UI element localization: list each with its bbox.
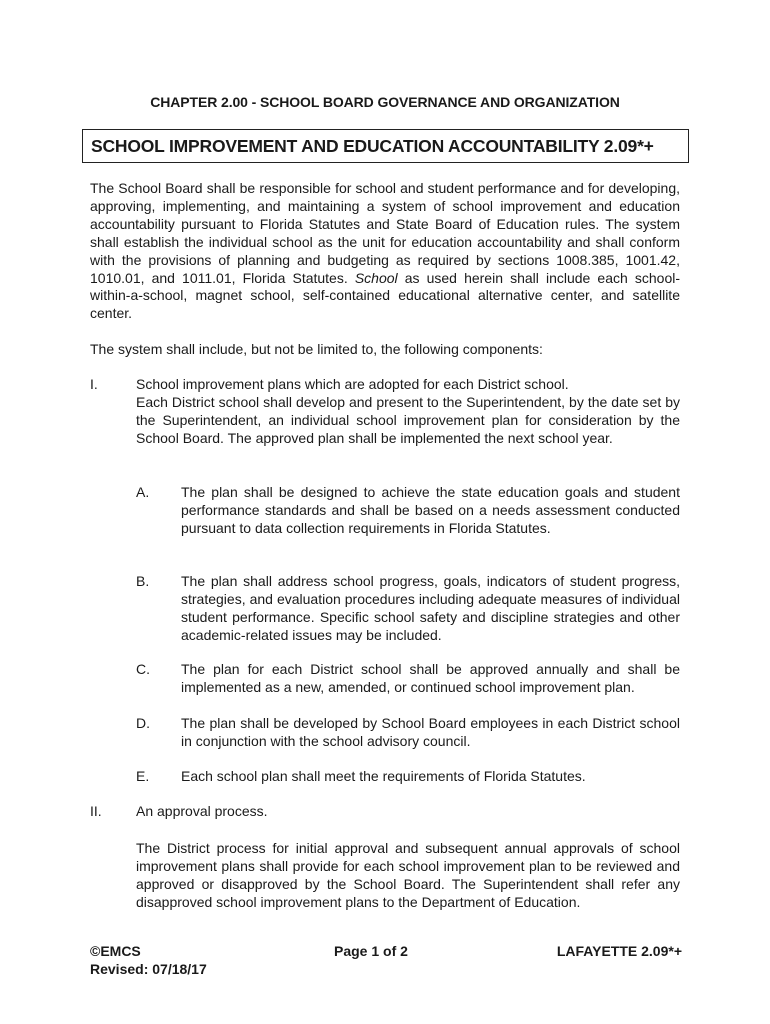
item-marker-a: A. <box>136 484 150 500</box>
intro-text-part1: The School Board shall be responsible for school and student performance and for developing, approving, implementing, and maintaining a system of school improvement and education accountability pursuant to Florida Statutes and State Board of Education rules. The system shall establish the individual school as the unit for education accountability and shall conform with the provisions of planning and budgeting as required by sections 1008.385, 1001.42, 1010.01, and 1011.01, Florida Statutes. <box>90 180 680 286</box>
section-marker-i: I. <box>90 376 98 392</box>
item-c-text: The plan for each District school shall be approved annually and shall be implemented as a new, amended, or continued school improvement plan. <box>181 661 680 695</box>
item-d-text: The plan shall be developed by School Board employees in each District school in conjunction with the school advisory council. <box>181 715 680 749</box>
item-marker-d: D. <box>136 715 150 731</box>
item-marker-e: E. <box>136 768 150 784</box>
policy-title-box <box>82 129 689 163</box>
footer-policy-reference: LAFAYETTE 2.09*+ <box>556 943 682 959</box>
footer-revised-date: Revised: 07/18/17 <box>90 961 207 977</box>
policy-title: SCHOOL IMPROVEMENT AND EDUCATION ACCOUNTABILITY 2.09*+ <box>91 136 654 156</box>
item-marker-c: C. <box>136 661 150 677</box>
intro-italic-school: School <box>354 269 398 286</box>
item-e-text: Each school plan shall meet the requirements of Florida Statutes. <box>181 768 586 784</box>
section-ii-body: The District process for initial approval and subsequent annual approvals of school improvement plans shall provide for each school improvement plan to be reviewed and approved or disapproved by the School Board. The Superintendent shall refer any disapproved school improvement plans to the Department of Education. <box>136 840 680 910</box>
item-a-text: The plan shall be designed to achieve the state education goals and student performance standards and shall be based on a needs assessment conducted pursuant to data collection requirements in Florida Statutes. <box>181 484 680 536</box>
section-ii-heading: An approval process. <box>136 803 268 819</box>
item-b-text: The plan shall address school progress, goals, indicators of student progress, strategies, and evaluation procedures including adequate measures of individual student performance. Specific school safety and discipline strategies and other academic-related issues may be included. <box>181 573 680 643</box>
section-i-heading: School improvement plans which are adopted for each District school. <box>136 376 569 392</box>
footer-page-number: Page 1 of 2 <box>334 943 408 959</box>
item-marker-b: B. <box>136 573 150 589</box>
intro-text-part2: as used herein shall include each school-within-a-school, magnet school, self-contained educational alternative center, and satellite center. <box>90 269 680 322</box>
chapter-heading: CHAPTER 2.00 - SCHOOL BOARD GOVERNANCE AND ORGANIZATION <box>150 94 620 110</box>
intro-paragraph <box>90 180 680 323</box>
components-intro: The system shall include, but not be limited to, the following components: <box>90 341 543 357</box>
section-i-body: Each District school shall develop and present to the Superintendent, by the date set by the Superintendent, an individual school improvement plan for consideration by the School Board. The approved plan shall be implemented the next school year. <box>136 394 680 446</box>
footer-copyright: ©EMCS <box>90 943 141 959</box>
section-marker-ii: II. <box>90 803 102 819</box>
